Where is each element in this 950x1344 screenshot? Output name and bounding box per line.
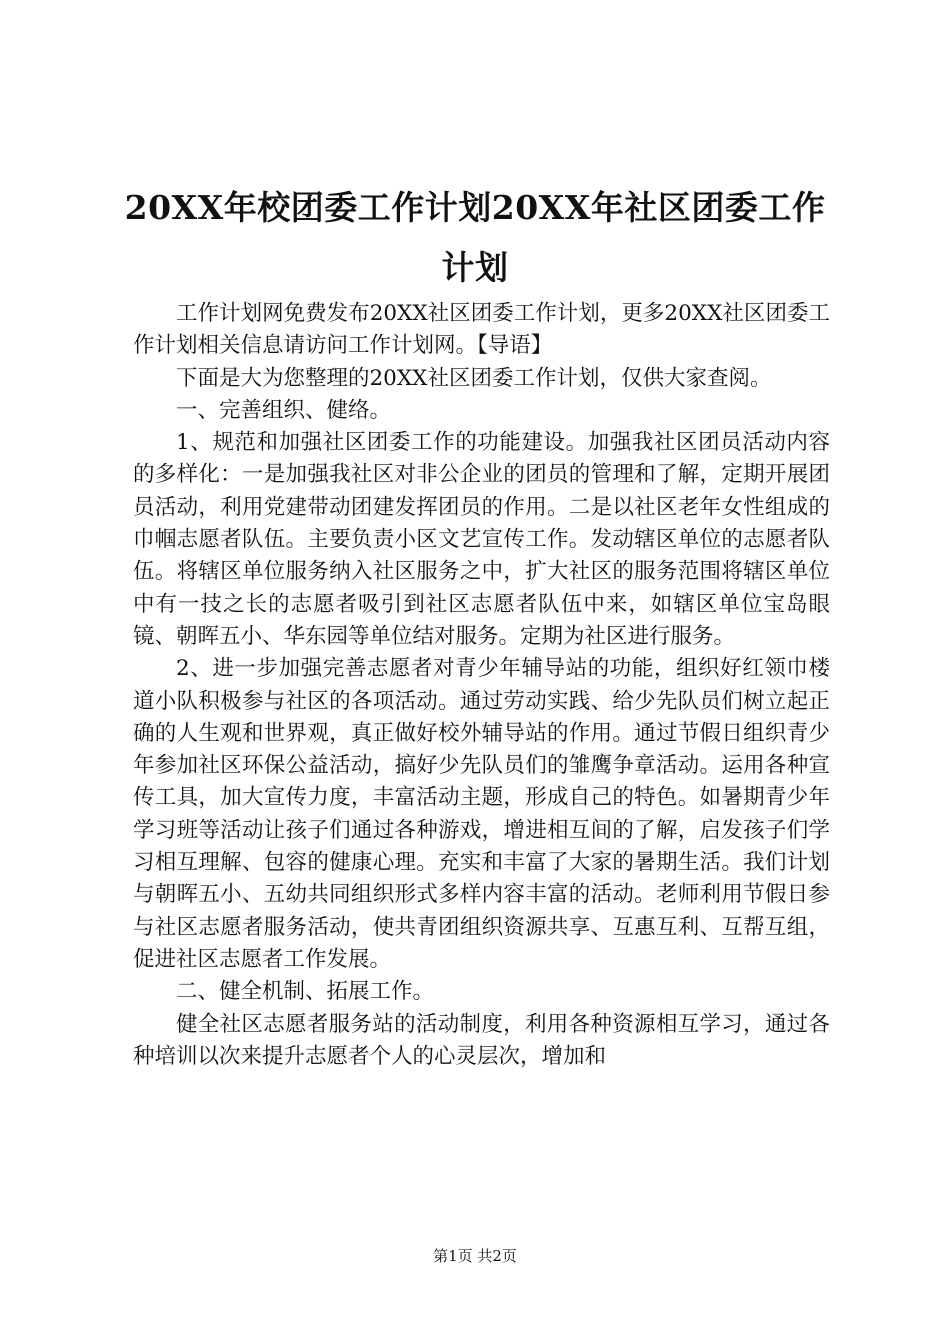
paragraph-intro: 工作计划网免费发布20XX社区团委工作计划，更多20XX社区团委工作计划相关信息请访问工作计划网。【导语】 [133, 301, 830, 359]
paragraph-item-2: 2、进一步加强完善志愿者对青少年辅导站的功能，组织好红领巾楼道小队积极参与社区的各项活动。通过劳动实践、给少先队员们树立起正确的人生观和世界观，真正做好校外辅导站的作用。通过节假日组织青少年参加社区环保公益活动，搞好少先队员们的雏鹰争章活动。运用各种宣传工具，加大宣传力度，丰富活动主题，形成自己的特色。如暑期青少年学习班等活动让孩子们通过各种游戏，增进相互间的了解，启发孩子们学习相互理解、包容的健康心理。充实和丰富了大家的暑期生活。我们计划与朝晖五小、五幼共同组织形式多样内容丰富的活动。老师利用节假日参与社区志愿者服务活动，使共青团组织资源共享、互惠互利、互帮互组，促进社区志愿者工作发展。 [133, 656, 830, 972]
section-heading-2: 二、健全机制、拓展工作。 [176, 979, 435, 1005]
paragraph-lead: 下面是大为您整理的20XX社区团委工作计划，仅供大家查阅。 [176, 365, 772, 391]
page-footer: 第1页 共2页 [433, 1247, 517, 1265]
paragraph-item-1: 1、规范和加强社区团委工作的功能建设。加强我社区团员活动内容的多样化：一是加强我社区对非公企业的团员的管理和了解，定期开展团员活动，利用党建带动团建发挥团员的作用。二是以社区老年女性组成的巾帼志愿者队伍。主要负责小区文艺宣传工作。发动辖区单位的志愿者队伍。将辖区单位服务纳入社区服务之中，扩大社区的服务范围将辖区单位中有一技之长的志愿者吸引到社区志愿者队伍中来，如辖区单位宝岛眼镜、朝晖五小、华东园等单位结对服务。定期为社区进行服务。 [133, 430, 830, 649]
document-body [133, 298, 830, 1073]
section-heading-1: 一、完善组织、健络。 [176, 397, 392, 423]
paragraph-continued: 健全社区志愿者服务站的活动制度，利用各种资源相互学习，通过各种培训以次来提升志愿者个人的心灵层次，增加和 [133, 1011, 830, 1069]
page-title: 20XX年校团委工作计划20XX年社区团委工作计划 [124, 188, 826, 287]
